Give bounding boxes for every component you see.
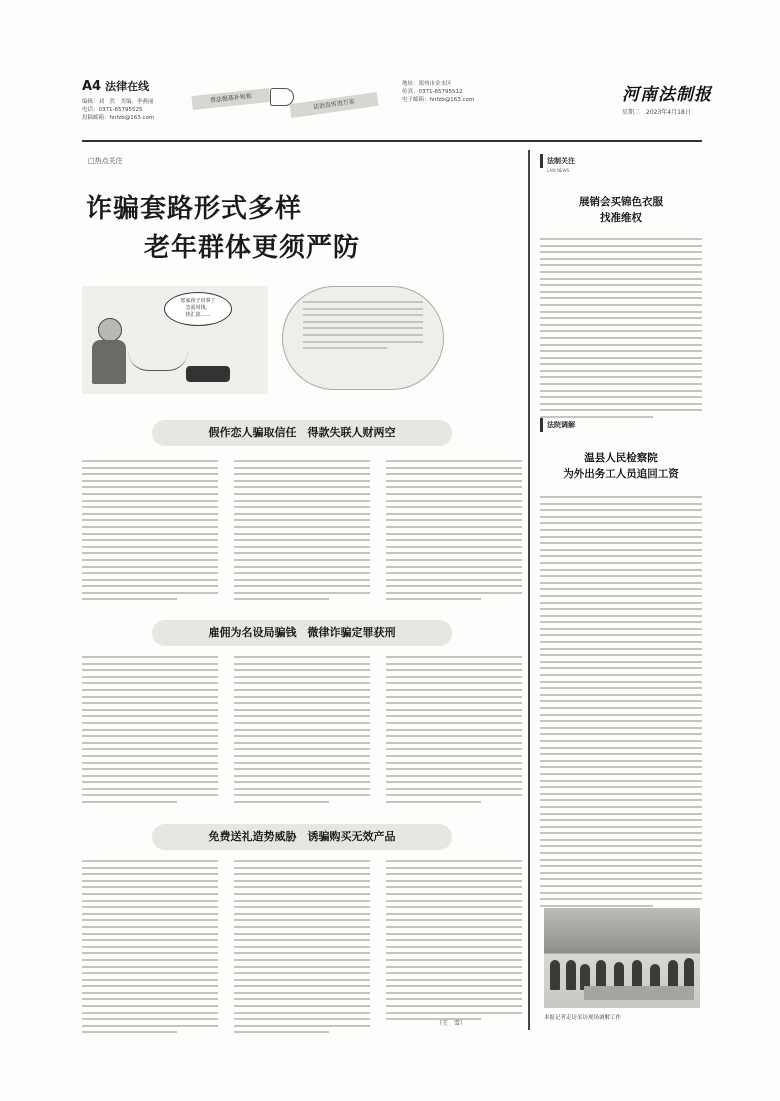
column-tag-en: LAW NEWS <box>547 168 570 173</box>
staff-info <box>82 98 182 122</box>
cartoon-illustration <box>82 286 268 394</box>
elderly-person-icon <box>92 318 126 388</box>
main-feature <box>82 148 522 1034</box>
title-line: 展销会买锦色衣服 <box>579 196 663 208</box>
staff-line: 投稿邮箱：hnfzb@163.com <box>82 115 155 121</box>
staff-line: 电话：0371-65795525 <box>82 107 143 113</box>
article-1-body <box>540 238 702 423</box>
text-column <box>82 656 218 808</box>
text-column <box>386 860 522 1038</box>
title-line: 为外出务工人员追回工资 <box>563 468 679 480</box>
staff-line: 编辑：刘 然 美编：李燕丽 <box>82 99 154 105</box>
header-rule <box>82 140 702 142</box>
news-photo <box>544 908 700 1008</box>
section-name: 法律在线 <box>105 80 150 93</box>
headline-line-1: 诈骗套路形式多样 <box>86 194 303 224</box>
text-column <box>82 860 218 1038</box>
column-tag-1 <box>540 154 611 173</box>
text-column <box>234 656 370 808</box>
contact-line: 电子邮箱：hnfzb@163.com <box>402 97 475 103</box>
bubble-line: 急需用钱， <box>185 305 211 311</box>
page-info <box>82 78 182 122</box>
column-tag-label: 法制关注 <box>547 157 575 165</box>
title-line: 温县人民检察院 <box>584 452 658 464</box>
text-column <box>234 460 370 605</box>
intro-box <box>282 286 444 390</box>
masthead-bar <box>82 78 712 136</box>
column-tag-2 <box>540 418 611 432</box>
right-column <box>540 148 702 1034</box>
article-2-title <box>540 450 702 482</box>
column-divider <box>528 150 530 1030</box>
slogan-left: 普法强基补短板 <box>191 88 270 110</box>
contact-line: 传真：0371-65795512 <box>402 89 463 95</box>
slogan-banner <box>190 82 386 122</box>
masthead-title: 河南法制报 <box>622 85 712 105</box>
subhead-1: 假作恋人骗取信任 得款失联人财两空 <box>152 420 452 446</box>
text-column <box>386 460 522 605</box>
section-tag: □热点关注 <box>88 157 123 165</box>
title-line: 找准维权 <box>600 212 642 224</box>
bubble-line: 快汇款…… <box>185 312 211 318</box>
article-body-3 <box>82 860 522 1038</box>
headline-line-2: 老年群体更须严防 <box>144 233 361 263</box>
column-tag-label: 法院调解 <box>547 421 575 429</box>
article-body-2 <box>82 656 522 808</box>
text-column <box>386 656 522 808</box>
telephone-icon <box>186 366 230 382</box>
article-body-1 <box>82 460 522 605</box>
newspaper-logo <box>622 80 732 116</box>
contact-line: 地址：郑州市金水区 <box>402 81 452 87</box>
subhead-3: 免费送礼造势威胁 诱骗购买无效产品 <box>152 824 452 850</box>
phone-cord <box>128 344 188 371</box>
slogan-right: 法治宣传进万家 <box>289 92 378 118</box>
photo-caption: 本报记者走访采访现场调解工作 <box>544 1015 622 1021</box>
subhead-2: 雇佣为名设局骗钱 微律诈骗定罪获刑 <box>152 620 452 646</box>
page-number: A4 法律在线 <box>82 79 150 94</box>
article-2-body <box>540 496 702 911</box>
issue-date: 星期二 2023年4月18日 <box>622 109 691 116</box>
article-1-title <box>540 194 702 226</box>
text-column <box>234 860 370 1038</box>
contact-info <box>402 80 562 104</box>
bubble-line: 您家孩子出事了 <box>180 298 216 304</box>
text-column <box>82 460 218 605</box>
speech-bubble <box>164 292 232 326</box>
byline: （王 雪） <box>435 1020 466 1027</box>
headline <box>82 188 522 264</box>
